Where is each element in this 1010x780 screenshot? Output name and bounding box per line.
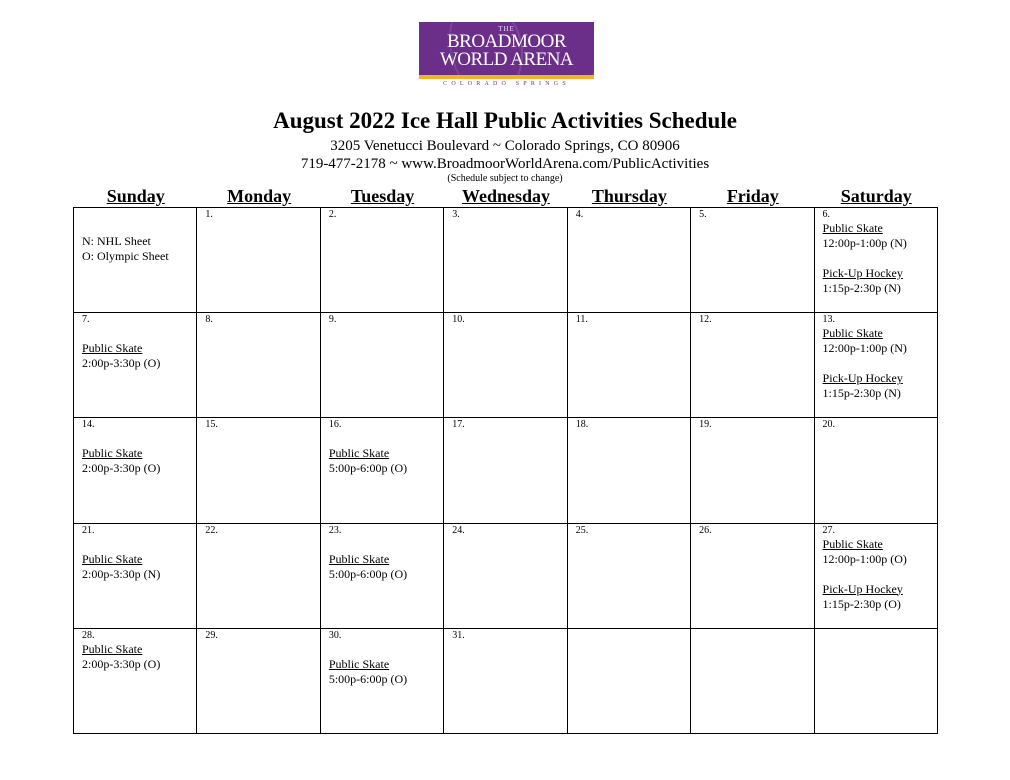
event-title: Public Skate: [822, 536, 883, 551]
day-cell-9: [320, 313, 443, 418]
day-cell-20: [814, 418, 937, 523]
day-cell-6: [814, 208, 937, 313]
day-number: 3.: [452, 209, 460, 220]
day-number: 8.: [205, 314, 213, 326]
day-cell-8: [197, 313, 320, 418]
day-number: 25.: [575, 524, 589, 536]
day-friday: Friday: [726, 186, 779, 206]
address-line: 3205 Venetucci Boulevard ~ Colorado Springs, CO 80906: [330, 138, 680, 154]
day-cell-25: [567, 523, 690, 628]
day-number: 27.: [822, 524, 836, 536]
day-number: 16.: [328, 419, 342, 431]
day-thursday: Thursday: [591, 186, 667, 206]
legend-nhl: N: NHL Sheet: [82, 234, 151, 248]
day-number: 19.: [699, 419, 712, 431]
event-title: Public Skate: [822, 221, 883, 235]
legend-cell: [74, 208, 197, 313]
day-cell-11: [567, 313, 690, 418]
day-cell-24: [444, 523, 567, 628]
day-number: 11.: [575, 314, 588, 326]
event-time: 5:00p-6:00p (O): [328, 461, 408, 476]
weekday-header: [74, 185, 938, 207]
day-number: 2.: [328, 209, 337, 220]
day-cell-3: [444, 208, 567, 313]
day-saturday: Saturday: [840, 186, 912, 206]
event-time: 2:00p-3:30p (N): [82, 566, 161, 581]
arena-logo: [419, 22, 594, 90]
week-row-1: [74, 208, 938, 313]
day-number: 4.: [575, 209, 584, 220]
event-time: 1:15p-2:30p (O): [822, 596, 901, 611]
day-number: 31.: [452, 629, 465, 641]
event-time: 2:00p-3:30p (O): [82, 461, 161, 476]
day-number: 15.: [205, 419, 218, 431]
event-time: 5:00p-6:00p (O): [328, 671, 408, 686]
day-number: 29.: [205, 629, 218, 641]
event-title: Public Skate: [82, 341, 143, 356]
week-row-4: [74, 523, 938, 628]
event-title: Pick-Up Hockey: [822, 371, 903, 386]
event-time: 2:00p-3:30p (O): [82, 356, 161, 371]
day-number: 20.: [822, 419, 836, 431]
day-cell-27: [814, 523, 937, 628]
day-number: 7.: [82, 314, 90, 326]
logo-subtitle: COLORADO SPRINGS: [443, 81, 570, 87]
event-time: 12:00p-1:00p (N): [822, 341, 907, 356]
event-title: Public Skate: [82, 446, 143, 461]
day-cell-14: [74, 418, 197, 523]
logo-banner: [419, 22, 594, 75]
day-number: 6.: [822, 209, 831, 220]
logo-line2: WORLD ARENA: [439, 49, 574, 70]
day-cell-16: [320, 418, 443, 523]
day-cell-13: [814, 313, 937, 418]
day-cell-29: [197, 628, 320, 733]
day-number: 12.: [699, 314, 712, 326]
week-row-5: [74, 628, 938, 733]
day-number: 23.: [328, 524, 342, 536]
day-cell-22: [197, 523, 320, 628]
day-cell-5: [691, 208, 814, 313]
week-row-3: [74, 418, 938, 523]
event-time: 12:00p-1:00p (O): [822, 551, 907, 566]
page-title: August 2022 Ice Hall Public Activities Schedule: [273, 108, 737, 133]
event-time: 12:00p-1:00p (N): [822, 236, 907, 250]
day-cell-28: [74, 628, 197, 733]
day-number: 14.: [82, 419, 95, 431]
event-title: Public Skate: [82, 641, 143, 656]
day-cell-21: [74, 523, 197, 628]
phone-website-line: 719-477-2178 ~ www.BroadmoorWorldArena.com/PublicActivities: [300, 156, 710, 172]
day-cell-10: [444, 313, 567, 418]
week-row-2: [74, 313, 938, 418]
day-number: 13.: [822, 314, 836, 326]
day-cell-2: [320, 208, 443, 313]
schedule-note: (Schedule subject to change): [447, 173, 563, 184]
event-time: 1:15p-2:30p (N): [822, 386, 901, 401]
empty-cell: [567, 628, 690, 733]
legend-olympic: O: Olympic Sheet: [82, 249, 169, 263]
day-cell-30: [320, 628, 443, 733]
day-cell-12: [691, 313, 814, 418]
day-number: 22.: [205, 524, 218, 536]
day-number: 26.: [699, 524, 712, 536]
day-wednesday: Wednesday: [461, 186, 550, 206]
event-title: Pick-Up Hockey: [822, 581, 903, 596]
event-title: Public Skate: [822, 326, 883, 341]
day-number: 21.: [82, 524, 95, 536]
event-time: 1:15p-2:30p (N): [822, 281, 901, 295]
day-number: 17.: [452, 419, 465, 431]
day-cell-7: [74, 313, 197, 418]
day-number: 1.: [205, 209, 213, 220]
day-cell-23: [320, 523, 443, 628]
empty-cell: [691, 628, 814, 733]
day-cell-17: [444, 418, 567, 523]
day-number: 24.: [452, 524, 465, 536]
event-title: Public Skate: [328, 446, 390, 461]
day-number: 10.: [452, 314, 465, 326]
logo-stripe: [419, 75, 594, 79]
day-number: 5.: [699, 209, 707, 220]
logo-line1: BROADMOOR: [446, 31, 567, 52]
day-tuesday: Tuesday: [350, 186, 415, 206]
day-sunday: Sunday: [106, 186, 165, 206]
day-cell-1: [197, 208, 320, 313]
day-cell-18: [567, 418, 690, 523]
day-number: 28.: [82, 629, 95, 641]
event-time: 5:00p-6:00p (O): [328, 566, 408, 581]
calendar-grid: [73, 207, 938, 734]
day-monday: Monday: [227, 186, 292, 206]
day-number: 9.: [328, 314, 337, 326]
day-cell-26: [691, 523, 814, 628]
event-title: Public Skate: [328, 656, 390, 671]
day-cell-19: [691, 418, 814, 523]
day-cell-15: [197, 418, 320, 523]
empty-cell: [814, 628, 937, 733]
event-title: Pick-Up Hockey: [822, 266, 903, 280]
logo-the: THE: [498, 25, 515, 33]
event-time: 2:00p-3:30p (O): [82, 656, 161, 671]
day-number: 30.: [328, 629, 342, 641]
day-number: 18.: [575, 419, 589, 431]
event-title: Public Skate: [82, 551, 143, 566]
event-title: Public Skate: [328, 551, 390, 566]
day-cell-31: [444, 628, 567, 733]
day-cell-4: [567, 208, 690, 313]
